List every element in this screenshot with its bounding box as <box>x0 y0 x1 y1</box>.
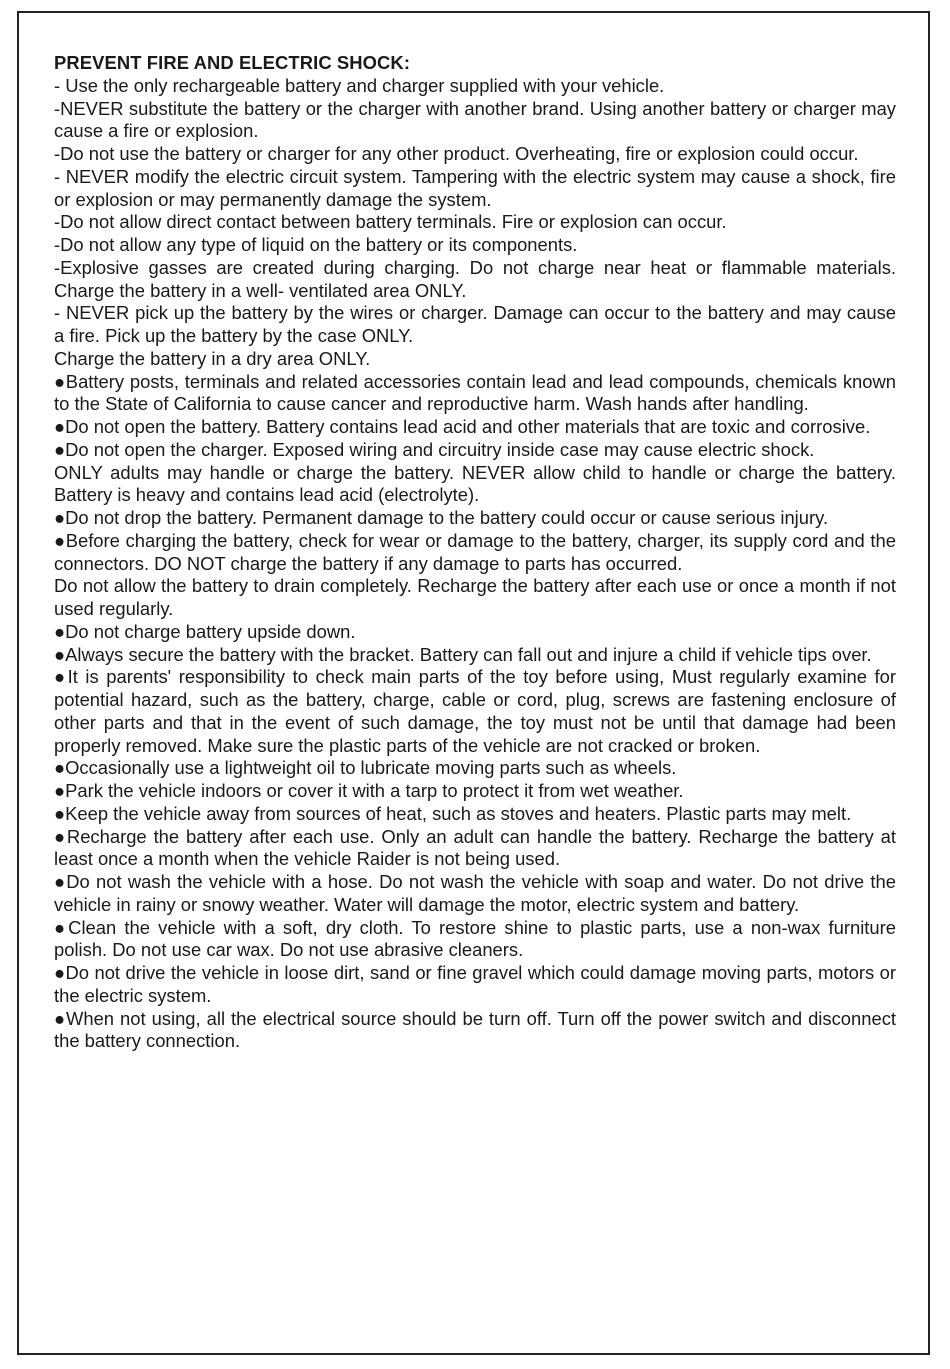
warning-item: ●Occasionally use a lightweight oil to lubricate moving parts such as wheels. <box>54 757 677 779</box>
warning-item: ●Park the vehicle indoors or cover it with a tarp to protect it from wet weather. <box>54 780 684 801</box>
warning-item: ●Keep the vehicle away from sources of heat, such as stoves and heaters. Plastic parts may melt. <box>54 802 852 824</box>
warning-item: Do not allow the battery to drain completely. Recharge the battery after each use or once a month if not used regularly. <box>54 575 896 619</box>
warning-item: ●Do not open the battery. Battery contains lead acid and other materials that are toxic and corrosive. <box>54 416 871 437</box>
warning-item: -NEVER substitute the battery or the charger with another brand. Using another battery or charger may cause a fire or explosion. <box>54 97 896 142</box>
warning-item: -Do not allow any type of liquid on the battery or its components. <box>54 234 578 255</box>
warning-item: ●Always secure the battery with the bracket. Battery can fall out and injure a child if vehicle tips over. <box>54 643 872 665</box>
warning-item: -Do not allow direct contact between battery terminals. Fire or explosion can occur. <box>54 211 727 233</box>
warning-item: ●Clean the vehicle with a soft, dry cloth. To restore shine to plastic parts, use a non-wax furniture polish. Do not use car wax. Do not use abrasive cleaners. <box>54 916 896 961</box>
warning-item: ●Do not wash the vehicle with a hose. Do not wash the vehicle with soap and water. Do not drive the vehicle in rainy or snowy weather. Water will damage the motor, electric system and battery. <box>54 871 896 915</box>
warning-item: ●Do not drive the vehicle in loose dirt, sand or fine gravel which could damage moving parts, motors or the electric system. <box>54 962 896 1006</box>
warning-section <box>54 52 896 1053</box>
warning-item: ONLY adults may handle or charge the battery. NEVER allow child to handle or charge the battery. Battery is heavy and contains lead acid (electrolyte). <box>54 461 896 506</box>
section-title: PREVENT FIRE AND ELECTRIC SHOCK: <box>54 52 411 73</box>
warning-item: ●Battery posts, terminals and related accessories contain lead and lead compounds, chemicals known to the State of California to cause cancer and reproductive harm. Wash hands after handling. <box>54 370 896 415</box>
warning-item: - NEVER modify the electric circuit system. Tampering with the electric system may cause a shock, fire or explosion or may permanently damage the system. <box>54 165 896 210</box>
warning-item: ●It is parents' responsibility to check main parts of the toy before using, Must regularly examine for potential hazard, such as the battery, charge, cable or cord, plug, screws are fastening enclosure of other parts and that in the event of such damage, the toy must not be until that damage had been properly removed. Make sure the plastic parts of the vehicle are not cracked or broken. <box>54 666 896 756</box>
warning-item: ●Do not charge battery upside down. <box>54 620 356 642</box>
warning-item: Charge the battery in a dry area ONLY. <box>54 347 371 369</box>
warning-item: ●Do not open the charger. Exposed wiring and circuitry inside case may cause electric shock. <box>54 438 815 460</box>
warning-item: -Explosive gasses are created during charging. Do not charge near heat or flammable materials. Charge the battery in a well- ventilated area ONLY. <box>54 256 896 301</box>
warning-item: -Do not use the battery or charger for any other product. Overheating, fire or explosion could occur. <box>54 143 859 164</box>
warning-item: - Use the only rechargeable battery and charger supplied with your vehicle. <box>54 74 665 96</box>
warning-item: ●Do not drop the battery. Permanent damage to the battery could occur or cause serious injury. <box>54 507 829 528</box>
warning-item: ●Before charging the battery, check for wear or damage to the battery, charger, its supply cord and the connectors. DO NOT charge the battery if any damage to parts has occurred. <box>54 529 896 574</box>
warning-item: ●When not using, all the electrical source should be turn off. Turn off the power switch and disconnect the battery connection. <box>54 1007 896 1052</box>
warning-item: - NEVER pick up the battery by the wires or charger. Damage can occur to the battery and may cause a fire. Pick up the battery by the case ONLY. <box>54 302 896 346</box>
warning-item: ●Recharge the battery after each use. Only an adult can handle the battery. Recharge the battery at least once a month when the vehicle Raider is not being used. <box>54 825 896 870</box>
